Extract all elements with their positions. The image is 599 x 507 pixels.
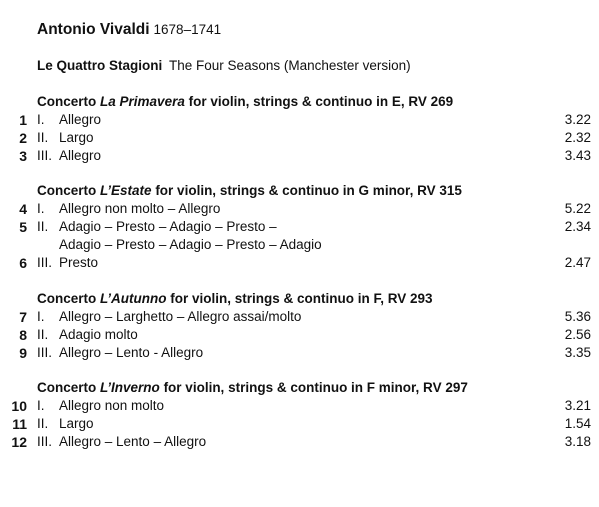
track-row[interactable]	[0, 254, 599, 272]
concerto-title	[37, 93, 453, 111]
track-title: Allegro – Lento – Allegro	[59, 434, 207, 449]
work-heading	[37, 57, 411, 75]
track-duration: 2.32	[564, 130, 591, 145]
track-duration: 3.35	[564, 345, 591, 360]
track-row[interactable]	[0, 129, 599, 147]
movement-number: I.	[37, 398, 45, 413]
track-number: 6	[19, 255, 27, 271]
concerto-title	[37, 379, 468, 397]
track-number: 4	[19, 201, 27, 217]
concerto-prefix: Concerto	[37, 380, 97, 395]
concerto-suffix: for violin, strings & continuo in E, RV 269	[188, 94, 454, 109]
track-title: Allegro	[59, 112, 102, 127]
track-title: Largo	[59, 130, 94, 145]
track-row[interactable]	[0, 218, 599, 254]
track-number: 12	[11, 434, 27, 450]
track-number: 7	[19, 309, 27, 325]
track-title: Largo	[59, 416, 94, 431]
track-row[interactable]	[0, 344, 599, 362]
track-row[interactable]	[0, 415, 599, 433]
concerto-name: L’Inverno	[100, 380, 160, 395]
concerto-name: La Primavera	[100, 94, 185, 109]
work-title: Le Quattro Stagioni	[37, 58, 163, 73]
concerto-name: L’Autunno	[100, 291, 167, 306]
track-number: 10	[11, 398, 27, 414]
concerto-prefix: Concerto	[37, 94, 97, 109]
movement-number: I.	[37, 201, 45, 216]
track-title: Allegro	[59, 148, 102, 163]
concerto-prefix: Concerto	[37, 291, 97, 306]
track-row[interactable]	[0, 433, 599, 451]
track-number: 1	[19, 112, 27, 128]
track-duration: 5.36	[564, 309, 591, 324]
track-row[interactable]	[0, 111, 599, 129]
track-duration: 5.22	[564, 201, 591, 216]
track-row[interactable]	[0, 326, 599, 344]
track-title: Adagio molto	[59, 327, 138, 342]
concerto-name: L’Estate	[100, 183, 152, 198]
track-row[interactable]	[0, 308, 599, 326]
movement-number: I.	[37, 309, 45, 324]
concerto-suffix: for violin, strings & continuo in F, RV 293	[170, 291, 433, 306]
work-subtitle: The Four Seasons (Manchester version)	[169, 58, 411, 73]
track-title: Presto	[59, 255, 99, 270]
track-title: Allegro – Lento - Allegro	[59, 345, 204, 360]
track-title: Adagio – Presto – Adagio – Presto –	[59, 219, 277, 234]
track-row[interactable]	[0, 200, 599, 218]
track-row[interactable]	[0, 147, 599, 165]
track-title: Allegro – Larghetto – Allegro assai/molto	[59, 309, 302, 324]
track-number: 11	[12, 416, 27, 432]
movement-number: II.	[37, 416, 49, 431]
movement-number: III.	[37, 434, 53, 449]
track-number: 8	[19, 327, 27, 343]
concerto-title	[37, 182, 462, 200]
concerto-title	[37, 290, 433, 308]
concerto-prefix: Concerto	[37, 183, 97, 198]
track-number: 2	[19, 130, 27, 146]
movement-number: I.	[37, 112, 45, 127]
track-duration: 3.22	[564, 112, 591, 127]
movement-number: III.	[37, 345, 53, 360]
track-duration: 3.43	[564, 148, 591, 163]
track-title: Allegro non molto – Allegro	[59, 201, 221, 216]
track-number: 3	[19, 148, 27, 164]
movement-number: III.	[37, 255, 53, 270]
track-number: 9	[19, 345, 27, 361]
movement-number: II.	[37, 327, 49, 342]
composer-heading	[37, 20, 221, 40]
track-duration: 3.18	[564, 434, 591, 449]
track-row[interactable]	[0, 397, 599, 415]
movement-number: III.	[37, 148, 53, 163]
movement-number: II.	[37, 219, 49, 234]
track-duration: 2.34	[564, 219, 591, 234]
composer-name: Antonio Vivaldi	[37, 21, 150, 38]
track-title: Allegro non molto	[59, 398, 165, 413]
track-duration: 2.56	[564, 327, 591, 342]
track-title-continued: Adagio – Presto – Adagio – Presto – Adagio	[59, 237, 322, 252]
movement-number: II.	[37, 130, 49, 145]
track-duration: 1.54	[564, 416, 591, 431]
concerto-suffix: for violin, strings & continuo in G minor, RV 315	[155, 183, 462, 198]
track-duration: 3.21	[564, 398, 591, 413]
track-duration: 2.47	[564, 255, 591, 270]
concerto-suffix: for violin, strings & continuo in F minor, RV 297	[163, 380, 468, 395]
composer-dates: 1678–1741	[153, 22, 222, 37]
track-number: 5	[19, 219, 27, 235]
